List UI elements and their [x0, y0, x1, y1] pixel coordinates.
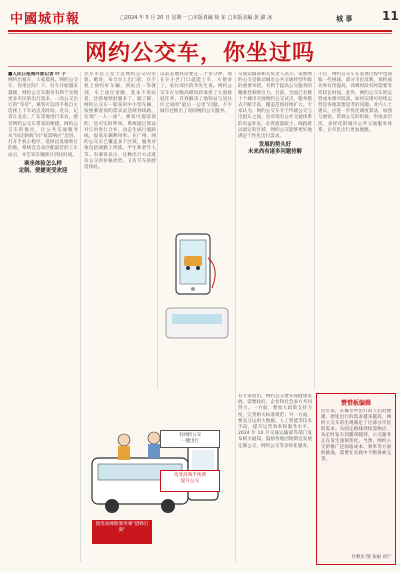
article-column-1: [8, 72, 78, 562]
page-number: 11: [382, 9, 399, 23]
column-1-text: 网约出租车，大家都熟。网约公交车，你坐过吗？下，打车开始越来越便，网约公交车服务有利于实现更多市民的出行需求，一改公交出行的“等待”。乘客可以用手机自主选择上下车站点及时间。近日，记者在北京、广东等地进行采访，感受网约公交车带来的便捷。网约公交车的推出，让公共交通服务从“固定路线”向“按需响应”迈进。打开手机小程序，选择出发地和目的地，系统会自动匹配最近的上车站点，并告知车辆预计到达时间。: [8, 78, 78, 158]
lower-column-text: 有专家指出，网约公交要实现健康发展，需要政府、企业和社会多方共同努力。一方面，要加大政策支持力度，完善相关标准规范；另一方面，要充分运用大数据、人工智能等技术手段，提升运营效率和服务水平。2024 年 10 月交通运输部等部门发布相关通知，鼓励各地因地制宜发展定制公交、网约公交等多样化服务。: [238, 394, 312, 449]
column-5-text: 不过，网约公交车在发展过程中也面临一些挑战。部分市民反映，预约成功率有待提高，高峰时段有时需要等待较长时间。此外，网约公交车的运营成本相对较高，如何实现可持续运营是各地需要思考的问题。业内人士建议，应进一步优化调度算法，加强与地铁、常规公交的衔接，形成多层次、多样化的城市公共交通服务体系，让市民出行更加便捷。: [318, 72, 392, 133]
article-column-4: [238, 72, 312, 390]
column-divider: [235, 72, 236, 562]
editor-note-credit: 付秋实 图 朱丽 刘宁: [351, 555, 391, 560]
column-3-text: 以前去地铁站要走二十多分钟，现在在小区门口就能上车，方便多了。家住郊区的李先生说。网约公交车在早晚高峰时段承担了大量接驳任务，有效解决了地铁站与居住区之间的“最后一公里”问题。不少城市还推出了夜间网约公交服务。: [160, 72, 232, 115]
article-column-3: [160, 72, 232, 222]
subheading-2: 发展的势头好 未来尚有诸多问题待解: [248, 142, 302, 156]
section-tag: 城 事: [336, 15, 353, 23]
cartoon-label-mid: 改变高频手续费 提升公交: [160, 470, 220, 492]
column-divider: [80, 72, 81, 562]
header-rule: [8, 30, 392, 32]
column-2-text: 北京市民王女士是网约公交的常客。她说，每天早上出门前，在手机上预约好车辆，到站点一等就到，车上座位宽敞，基本不用站着，比挤地铁舒服多了。据了解，网约公交车一般采用中小型车辆，按照乘客预约需求灵活规划线路，实现“一人一座”。乘客可提前预约，也可实时呼叫，系统通过算法对订单进行合并，动态生成行驶路线，提高车辆利用率。在广州，网约公交车已覆盖多个区域，服务对象包括通勤上班族、学生和老年人等。有乘客表示，这种出行方式既有公交的价格优势，又有专车的舒适体验。: [84, 72, 156, 171]
cartoon-label-left: 使用高峰期要用乘“错峰打满”: [92, 520, 152, 544]
headline-rule: [8, 66, 392, 67]
newspaper-logo: 中國城市報: [10, 12, 81, 27]
column-divider: [314, 72, 315, 390]
article-column-lower: [238, 394, 312, 562]
editor-note-text: 近年来，在城市中出行的人们对便捷、舒适出行的需求越来越高，网约公交车的出现满足了这部分市民的需求。从固定路线到按需响应，从定时发车到随叫随到，公交服务正在发生深刻变化。当然，网约公交的推广还面临成本、效率等方面的挑战，需要在实践中不断探索完善。: [321, 409, 391, 462]
article-column-2: [84, 72, 156, 390]
article-column-5: [318, 72, 392, 390]
phone-bus-illustration: [162, 228, 232, 346]
cartoon-label-right: 有网约公交 一键出行: [160, 430, 220, 448]
column-divider: [157, 72, 158, 390]
article-headline: 网约公交车，你坐过吗: [84, 40, 315, 66]
byline: ■人民日报海外版记者 叶 子: [8, 72, 67, 77]
header-rule-thin: [8, 33, 392, 34]
masthead: [0, 0, 400, 33]
column-4-text: 交通运输部相关负责人表示，发展网约公交是推动城市公共交通转型升级的重要举措，有利于提高公交服务的精准性和吸引力。目前，全国已有数十个城市开展网约公交试点，服务模式不断丰富，覆盖范围持续扩大。专家认为，网约公交车介于传统公交与出租车之间，是对现有公共交通体系的有益补充。在客流量较小、线路难以固定的区域，网约公交能够更好地满足个性化出行需求。: [238, 72, 312, 140]
dateline: □2024 年 5 月 20 日 星期一 □本版責編 徐 崔 □本版美編 黃 錦 冰: [120, 15, 273, 21]
editor-note-title: 赞惜板编辑: [340, 400, 371, 407]
subheading-1: 乘坐体验怎么样 定制、便捷更受欢迎: [18, 160, 68, 174]
editor-note-box: [316, 393, 396, 565]
